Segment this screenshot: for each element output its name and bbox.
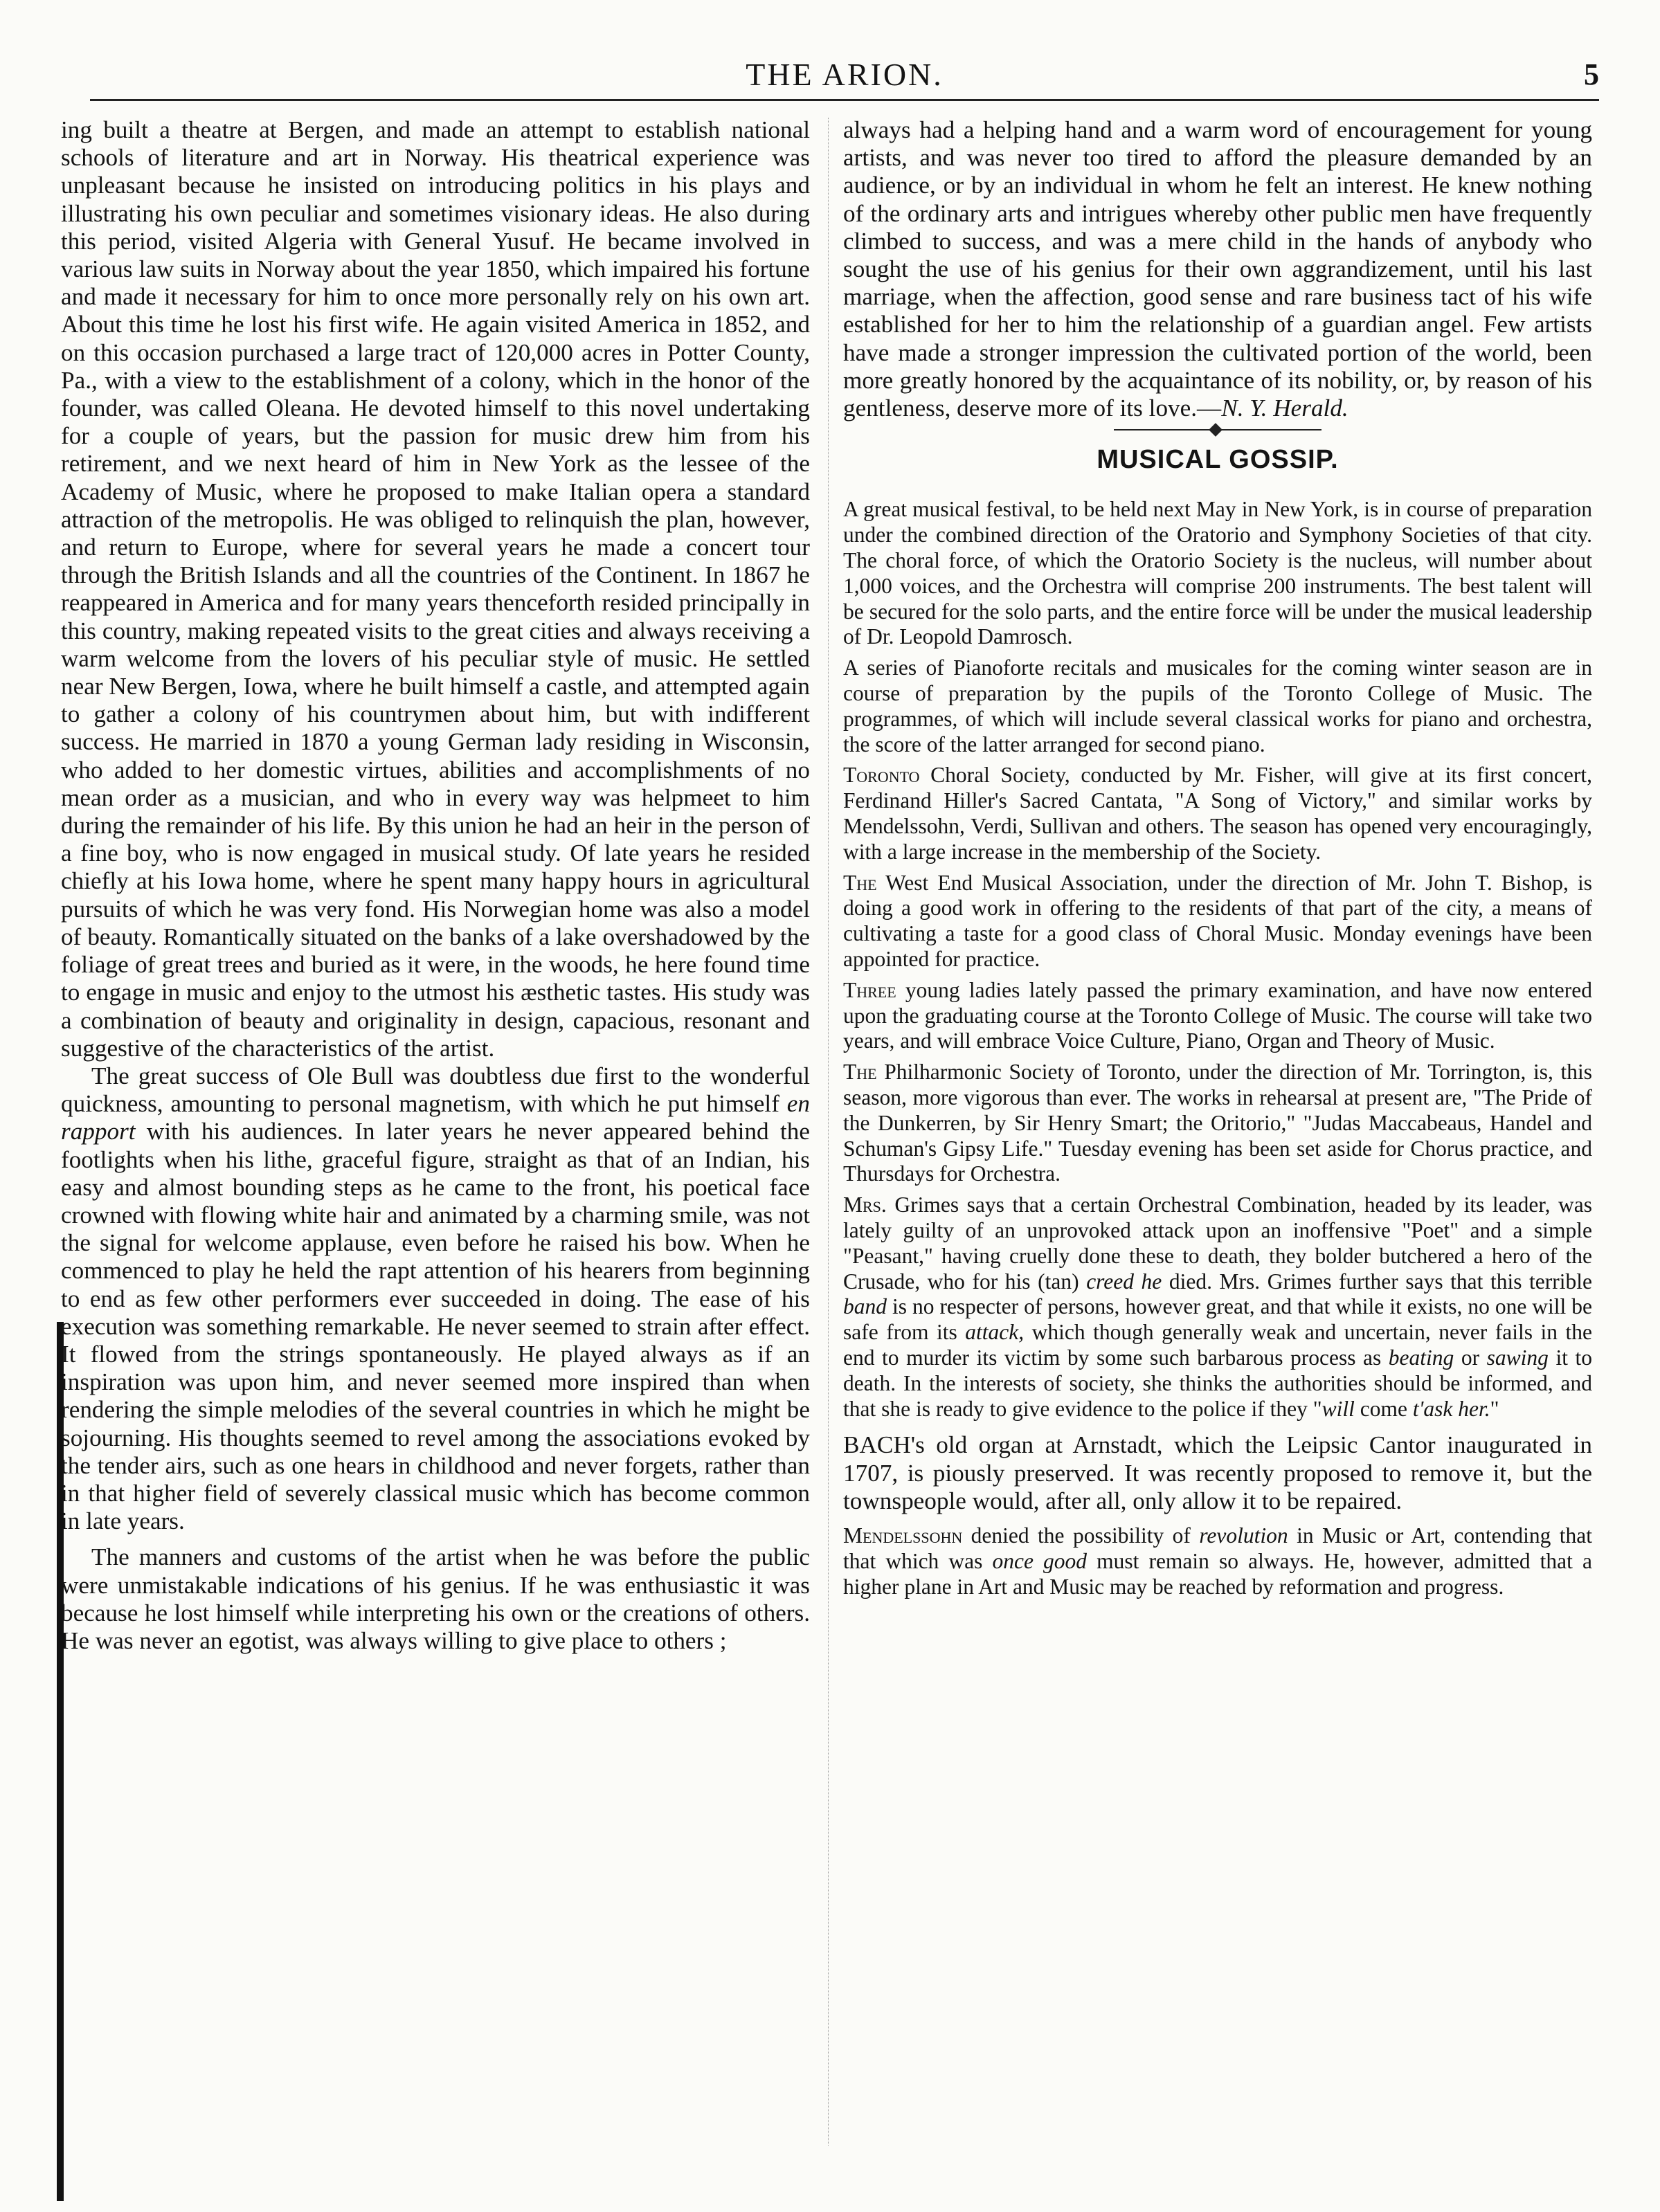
italic-phrase: en rapport — [61, 1090, 810, 1145]
paper-title: THE ARION. — [746, 57, 944, 92]
gossip-list — [843, 497, 1592, 1422]
header-rule — [90, 99, 1599, 101]
mendelssohn-block — [843, 1523, 1592, 1599]
gossip-item: The Philharmonic Society of Toronto, under the direction of Mr. Torrington, is, this season, more vigorous than ever. The works in rehearsal at present are, "The Pride of the Dunkerren, by Sir Henry Smart; the Oritorio," "Judas Maccabeaus, Handel and Schuman's Gipsy Life." Tuesday evening has been set aside for Chorus practice, and Thursdays for Orchestra. — [843, 1060, 1592, 1186]
right-column — [843, 116, 1592, 1605]
section-title: MUSICAL GOSSIP. — [1097, 445, 1339, 475]
bach-paragraph: BACH's old organ at Arnstadt, which the Leipsic Cantor inaugurated in 1707, is piously preserved. It was recently proposed to remove it, but the townspeople would, after all, only allow it to be repaired. — [843, 1431, 1592, 1514]
gossip-item: The West End Musical Association, under the direction of Mr. John T. Bishop, is doing a good work in offering to the residents of that part of the city, a means of cultivating a taste for a good class of Choral Music. Monday evenings have been appointed for practice. — [843, 870, 1592, 971]
running-head — [90, 55, 1599, 104]
biography-paragraph-1: ing built a theatre at Bergen, and made an attempt to establish national schools of literature and art in Norway. His theatrical experience was unpleasant because he insisted on introducing politics in his plays and illustrating his own peculiar and sometimes visionary ideas. He also during this period, visited Algeria with General Yusuf. He became involved in various law suits in Norway about the year 1850, which impaired his fortune and made it necessary for him to once more personally rely on his own art. About this time he lost his first wife. He again visited America in 1852, and on this occasion purchased a large tract of 120,000 acres in Potter County, Pa., with a view to the establishment of a colony, which in the honor of the founder, was called Oleana. He devoted himself to this novel undertaking for a couple of years, but the passion for music drew him from his retirement, and we next heard of him in New York as the lessee of the Academy of Music, where he proposed to make Italian opera a standard attraction of the metropolis. He was obliged to relinquish the plan, however, and return to Europe, where for several years he made a concert tour through the British Islands and all the countries of the Continent. In 1867 he reappeared in America and for many years thenceforth resided principally in this country, making repeated visits to the great cities and always receiving a warm welcome from the lovers of his peculiar style of music. He settled near New Bergen, Iowa, where he built himself a castle, and attempted again to gather a colony of his countrymen about him, but with indifferent success. He married in 1870 a young German lady residing in Wisconsin, who added to her domestic virtues, abilities and accomplishments of no mean order as a musician, and who in every way was helpmeet to him during the remainder of his life. By this union he had an heir in the person of a fine boy, who is now engaged in musical study. Of late years he resided chiefly at his Iowa home, where he spent many happy hours in agricultural pursuits of which he was very fond. His Norwegian home was also a model of beauty. Romantically situated on the banks of a lake overshadowed by the foliage of great trees and buried as it were, in the woods, he here found time to engage in music and enjoy to the utmost his æsthetic tastes. His study was a combination of beauty and originality in design, capacious, resonant and suggestive of the characteristics of the artist. — [61, 116, 810, 1062]
gossip-item: Toronto Choral Society, conducted by Mr. Fisher, will give at its first concert, Ferdinand Hiller's Sacred Cantata, "A Song of Victory," and similar works by Mendelssohn, Verdi, Sullivan and others. The season has opened very encouragingly, with a large increase in the membership of the Society. — [843, 763, 1592, 864]
mendelssohn-paragraph: Mendelssohn denied the possibility of revolution in Music or Art, contending that that which was once good must remain so always. He, however, admitted that a higher plane in Art and Music may be reached by reformation and progress. — [843, 1523, 1592, 1599]
biography-continuation: always had a helping hand and a warm word of encouragement for young artists, and was never too tired to afford the pleasure demanded by an audience, or by an individual in whom he felt an interest. He knew nothing of the ordinary arts and intrigues whereby other public men have frequently climbed to success, and was a mere child in the hands of anybody who sought the use of his genius for their own aggrandizement, until his last marriage, when the affection, good sense and rare business tact of his wife established for her to him the relationship of a guardian angel. Few artists have made a stronger impression the cultivated portion of the world, been more greatly honored by the acquaintance of its nobility, or, by reason of his gentleness, deserve more of its love.—N. Y. Herald. — [843, 116, 1592, 422]
ornament-rule — [1114, 429, 1321, 430]
gossip-item: A great musical festival, to be held next May in New York, is in course of preparation under the combined direction of the Oratorio and Symphony Societies of that city. The choral force, of which the Oratorio Society is the nucleus, will number about 1,000 voices, and the Orchestra will comprise 200 instruments. The best talent will be secured for the solo parts, and the entire force will be under the musical leadership of Dr. Leopold Damrosch. — [843, 497, 1592, 649]
left-column — [61, 116, 810, 1655]
source-credit: N. Y. Herald. — [1221, 395, 1348, 422]
page-number: 5 — [1584, 57, 1599, 91]
gossip-item: Three young ladies lately passed the primary examination, and have now entered upon the graduating course at the Toronto College of Music. The course will take two years, and will embrace Voice Culture, Piano, Organ and Theory of Music. — [843, 977, 1592, 1053]
gossip-item: Mrs. Grimes says that a certain Orchestral Combination, headed by its leader, was lately guilty of an unprovoked attack upon an inoffensive "Poet" and a simple "Peasant," having cruelly done these to death, they bolder butchered a hero of the Crusade, who for his (tan) creed he died. Mrs. Grimes further says that this terrible band is no respecter of persons, however great, and that while it exists, no one will be safe from its attack, which though generally weak and uncertain, never fails in the end to murder its victim by some such barbarous process as beating or sawing it to death. In the interests of society, she thinks the authorities should be informed, and that she is ready to give evidence to the police if they "will come t'ask her." — [843, 1193, 1593, 1421]
biography-paragraph-2: The great success of Ole Bull was doubtless due first to the wonderful quickness, amounting to personal magnetism, with which he put himself en rapport with his audiences. In later years he never appeared behind the footlights when his lithe, graceful figure, straight as that of an Indian, his easy and almost bounding steps as he came to the front, his poetical face crowned with flowing white hair and animated by a charming smile, was not the signal for welcome applause, even before he raised his bow. When he commenced to play he held the rapt attention of his hearers from beginning to end as few other performers ever succeeded in doing. The ease of his execution was something remarkable. He never seemed to strain after effect. It flowed from the strings spontaneously. He played always as if an inspiration was upon him, and never seemed more inspired than when rendering the simple melodies of the several countries in which he might be sojourning. His thoughts seemed to revel among the associations evoked by the tender airs, such as one hears in childhood and never forgets, rather than in that higher field of severely classical music which has become common in late years. — [61, 1062, 810, 1535]
gossip-item: A series of Pianoforte recitals and musicales for the coming winter season are in course of preparation by the pupils of the Toronto College of Music. The programmes, of which will include several classical works for piano and orchestra, the score of the latter arranged for second piano. — [843, 655, 1592, 756]
column-gutter-rule — [828, 118, 829, 2146]
biography-paragraph-3: The manners and customs of the artist when he was before the public were unmistakable indications of his genius. If he was enthusiastic it was because he lost himself while interpreting his own or the creations of others. He was never an egotist, was always willing to give place to others ; — [61, 1543, 810, 1654]
